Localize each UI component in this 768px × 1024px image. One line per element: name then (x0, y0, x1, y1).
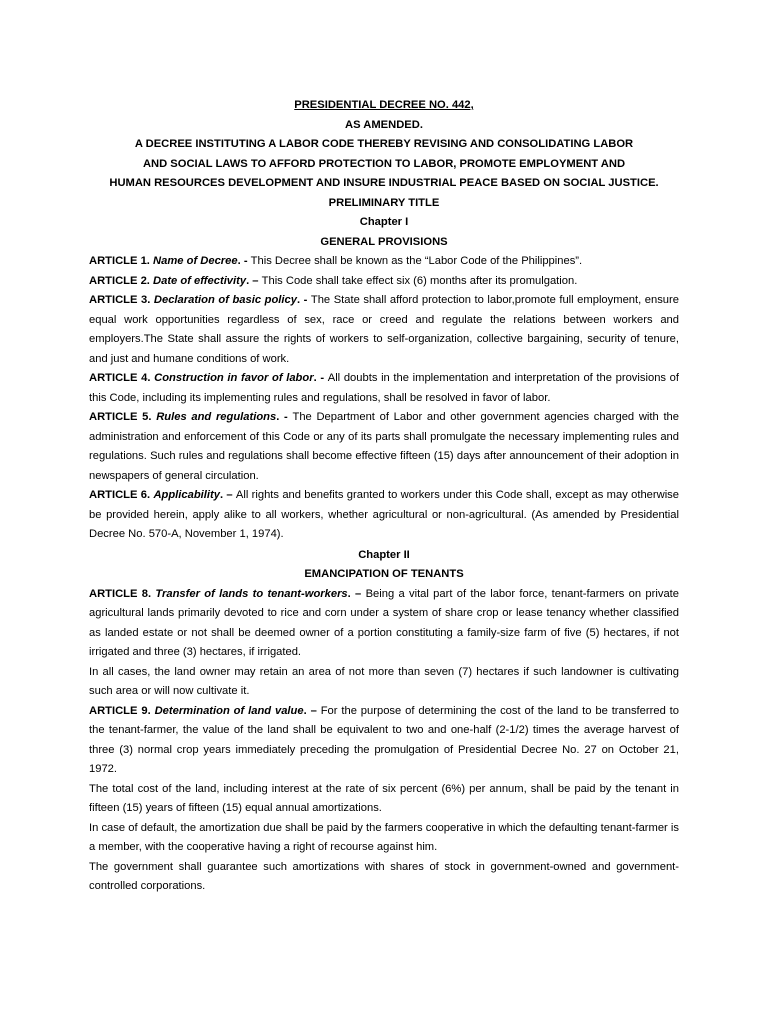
chapter-title: GENERAL PROVISIONS (320, 235, 448, 248)
preliminary-title: PRELIMINARY TITLE (328, 196, 440, 209)
article-9: ARTICLE 9. Determination of land value. – For the purpose of determining the cost of the land to be transferred to the tenant-farmer, the value of the land shall be equivalent to two and one-half (2-1/2) times the average harvest of three (3) normal crop years immediately preceding the promulgation of Presidential Decree No. 27 on October 21, 1972. (89, 704, 679, 775)
chapter-title-2: EMANCIPATION OF TENANTS (304, 568, 464, 580)
chapter-heading-2: Chapter II (358, 548, 410, 561)
article-2: ARTICLE 2. Date of effectivity. – This Code shall take effect six (6) months after its promulgation. (89, 274, 578, 287)
article-9-paragraph-2: The total cost of the land, including interest at the rate of six percent (6%) per annum, shall be paid by the tenant in fifteen (15) years of fifteen (15) equal annual amortizations. (89, 782, 679, 814)
decree-number: PRESIDENTIAL DECREE NO. 442, (294, 99, 474, 111)
article-6: ARTICLE 6. Applicability. – All rights and benefits granted to workers under this Code shall, except as may otherwise be provided herein, apply alike to all workers, whether agricultural or non-agricultural. (As amended by Presidential Decree No. 570-A, November 1, 1974). (89, 489, 679, 540)
decree-description-line-2: AND SOCIAL LAWS TO AFFORD PROTECTION TO LABOR, PROMOTE EMPLOYMENT AND (142, 157, 626, 170)
article-8: ARTICLE 8. Transfer of lands to tenant-workers. – Being a vital part of the labor force, tenant-farmers on private agricultural lands primarily devoted to rice and corn under a system of share crop or lease tenancy whether classified as landed estate or not shall be deemed owner of a portion constituting a family-size farm of five (5) hectares, if not irrigated and three (3) hectares, if irrigated. (89, 587, 679, 658)
chapter-heading: Chapter I (359, 216, 409, 228)
article-5: ARTICLE 5. Rules and regulations. - The Department of Labor and other government agencies charged with the administration and enforcement of this Code or any of its parts shall promulgate the necessary implementing rules and regulations. Such rules and regulations shall become effective fifteen (15) days after announcement of their adoption in newspapers of general circulation. (89, 411, 679, 482)
article-1: ARTICLE 1. Name of Decree. - This Decree shall be known as the “Labor Code of the Philippines”. (89, 255, 583, 267)
decree-description-line-1: A DECREE INSTITUTING A LABOR CODE THEREBY REVISING AND CONSOLIDATING LABOR (134, 138, 634, 150)
article-4: ARTICLE 4. Construction in favor of labor. - All doubts in the implementation and interpretation of the provisions of this Code, including its implementing rules and regulations, shall be resolved in favor of labor. (89, 372, 679, 404)
article-9-paragraph-3: In case of default, the amortization due shall be paid by the farmers cooperative in which the defaulting tenant-farmer is a member, with the cooperative having a right of recourse against him. (89, 821, 679, 853)
article-9-paragraph-4: The government shall guarantee such amortizations with shares of stock in government-owned and government-controlled corporations. (89, 860, 679, 892)
article-8-paragraph-2: In all cases, the land owner may retain an area of not more than seven (7) hectares if such landowner is cultivating such area or will now cultivate it. (89, 665, 679, 697)
amended-line: AS AMENDED. (345, 118, 423, 131)
decree-description-line-3: HUMAN RESOURCES DEVELOPMENT AND INSURE INDUSTRIAL PEACE BASED ON SOCIAL JUSTICE. (109, 177, 659, 189)
article-3: ARTICLE 3. Declaration of basic policy. - The State shall afford protection to labor,promote full employment, ensure equal work opportunities regardless of sex, race or creed and regulate the relations between workers and employers.The State shall assure the rights of workers to self-organization, collective bargaining, security of tenure, and just and humane conditions of work. (89, 294, 679, 365)
